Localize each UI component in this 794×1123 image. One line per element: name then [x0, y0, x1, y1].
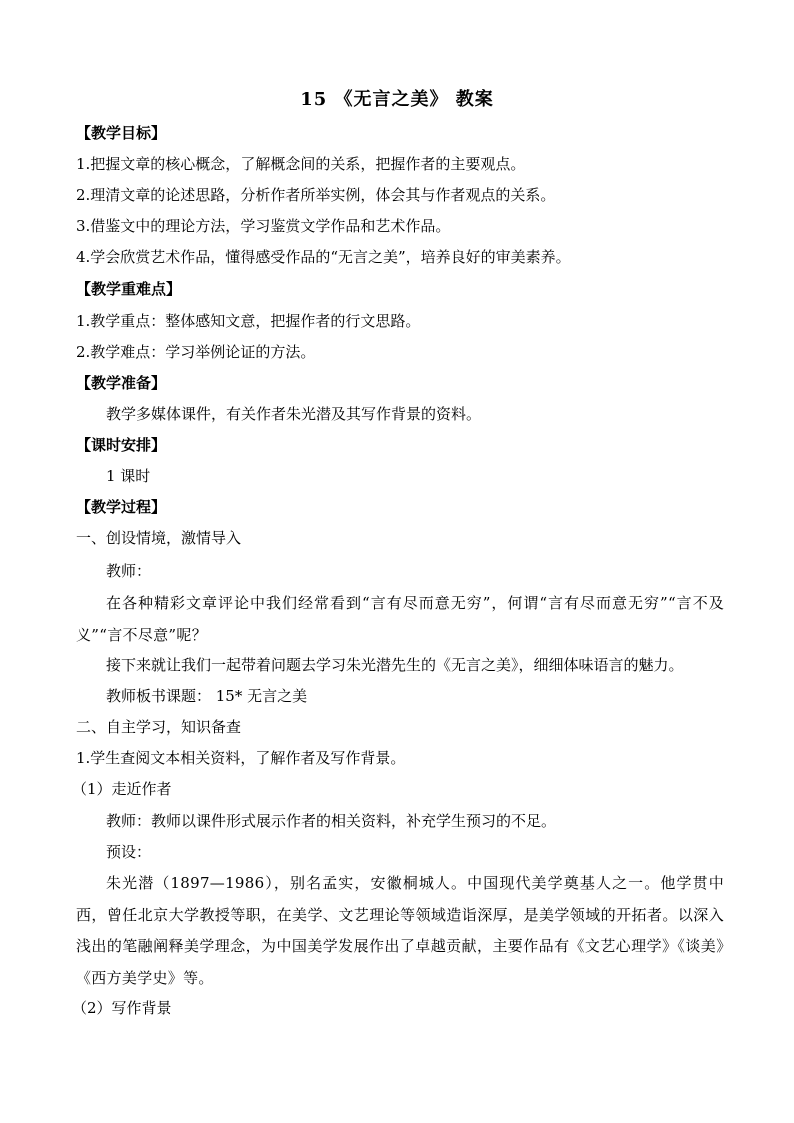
step1-text: 1.学生查阅文本相关资料，了解作者及写作背景。: [76, 749, 406, 767]
goal-item-3: 3.借鉴文中的理论方法，学习鉴赏文学作品和艺术作品。: [76, 217, 451, 235]
teacher-label: 教师：: [106, 562, 152, 580]
schedule-heading: 【课时安排】: [76, 436, 167, 454]
preparation-heading: 【教学准备】: [76, 374, 167, 392]
goal-item-1: 1.把握文章的核心概念，了解概念间的关系，把握作者的主要观点。: [76, 155, 526, 173]
goal-item-4: 4.学会欣赏艺术作品，懂得感受作品的“无言之美”，培养良好的审美素养。: [76, 248, 571, 266]
part1-title: 一、创设情境，激情导入: [76, 529, 242, 547]
page-title: 15 《无言之美》 教案: [300, 89, 494, 110]
key-points-heading: 【教学重难点】: [76, 280, 182, 298]
next-paragraph: 接下来就让我们一起带着问题去学习朱光潜先生的《无言之美》，细细体味语言的魅力。: [106, 656, 684, 674]
sub1-teacher: 教师：教师以课件形式展示作者的相关资料，补充学生预习的不足。: [106, 812, 557, 830]
key-point-1: 1.教学重点：整体感知文意，把握作者的行文思路。: [76, 312, 421, 330]
schedule-text: 1 课时: [106, 467, 151, 485]
sub2-title: （2）写作背景: [72, 999, 172, 1017]
board-title: 教师板书课题： 15* 无言之美: [106, 687, 308, 705]
author-paragraph: 朱光潜（1897—1986），别名孟实，安徽桐城人。中国现代美学奠基人之一。他学贯中西，曾任北京大学教授等职，在美学、文艺理论等领域造诣深厚，是美学领域的开拓者。以深入浅出的笔融阐释美学理念，为中国美学发展作出了卓越贡献，主要作品有《文艺心理学》《谈美》《西方美学史》等。: [76, 874, 724, 987]
intro-paragraph: 在各种精彩文章评论中我们经常看到“言有尽而意无穷”，何谓“言有尽而意无穷”“言不及义”“言不尽意”呢？: [76, 594, 724, 644]
goal-item-2: 2.理清文章的论述思路，分析作者所举实例，体会其与作者观点的关系。: [76, 186, 556, 204]
sub1-title: （1）走近作者: [72, 780, 172, 798]
goals-heading: 【教学目标】: [76, 124, 167, 142]
process-heading: 【教学过程】: [76, 498, 167, 516]
key-point-2: 2.教学难点：学习举例论证的方法。: [76, 343, 316, 361]
preparation-text: 教学多媒体课件，有关作者朱光潜及其写作背景的资料。: [106, 405, 482, 423]
part2-title: 二、自主学习，知识备查: [76, 718, 242, 736]
sub1-preset-label: 预设：: [106, 843, 152, 861]
